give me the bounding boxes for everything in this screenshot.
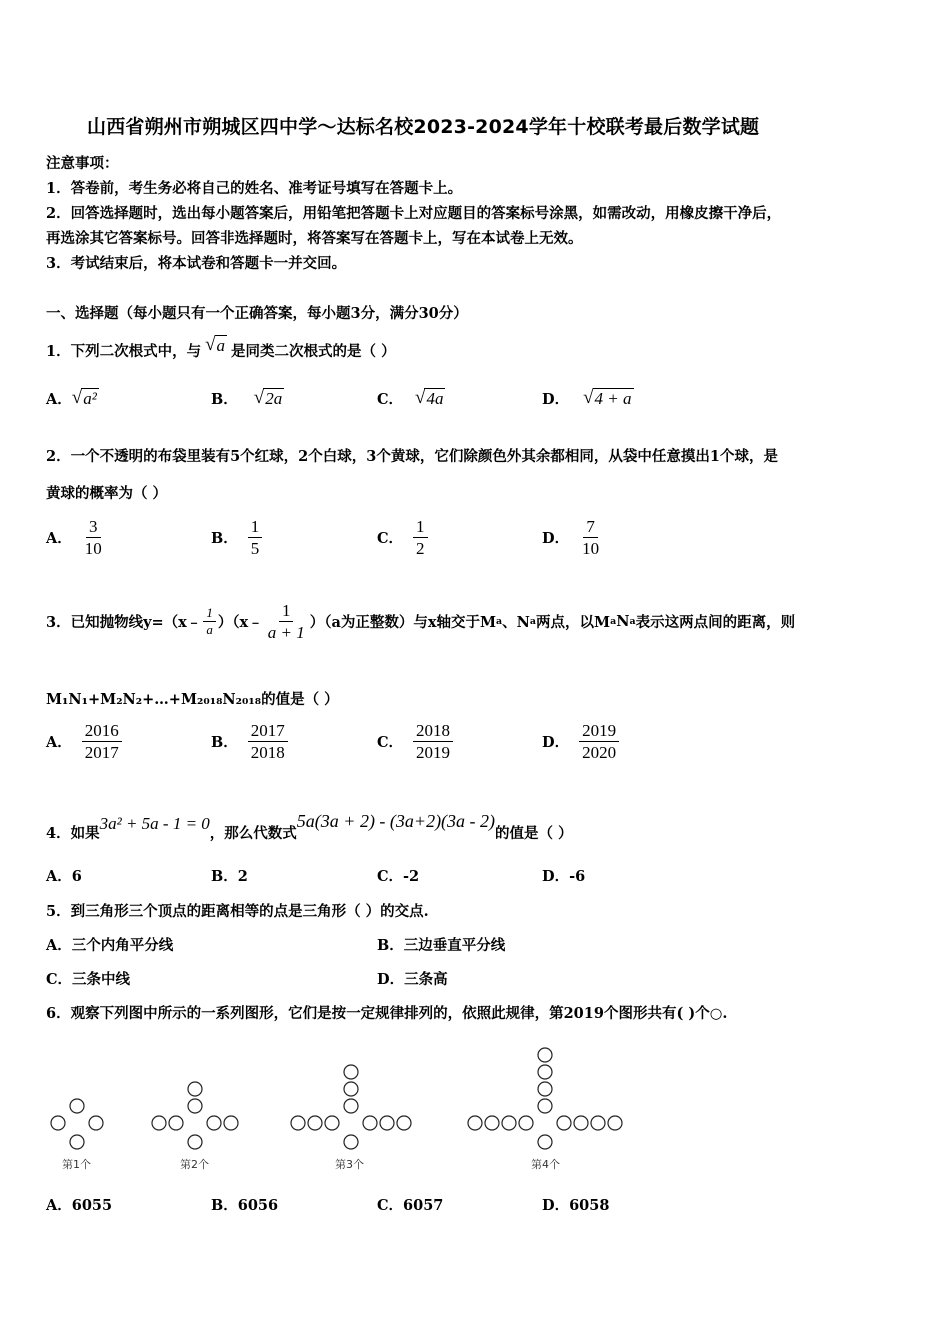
q4-option-c[interactable]: C．-2 bbox=[377, 868, 420, 885]
q5-option-d[interactable]: D．三条高 bbox=[377, 971, 448, 988]
pattern-circle bbox=[207, 1116, 221, 1130]
circle-pattern-figure bbox=[40, 1035, 640, 1175]
pattern-circle bbox=[363, 1116, 377, 1130]
pattern-circle bbox=[70, 1099, 84, 1113]
fraction: $\frac{1}{a + 1}$ bbox=[267, 601, 305, 643]
question-1 bbox=[46, 330, 396, 361]
pattern-circle bbox=[519, 1116, 533, 1130]
fraction: $\frac{7}{10}$ bbox=[582, 517, 600, 559]
section-heading: 一、选择题（每小题只有一个正确答案，每小题3分，满分30分） bbox=[46, 305, 468, 322]
option-expression: √ a² bbox=[71, 387, 97, 409]
question-3-line1: 3．已知抛物线y=（x﹣ $\frac{1}{a}$ ）（x﹣ $\frac{1}{a + 1}$ ）（a为正整数）与x轴交于M a 、N a 两点，以M a N a 表示这两点间的距离，则 bbox=[46, 601, 796, 643]
q6-option-d[interactable]: D．6058 bbox=[542, 1197, 610, 1214]
q2-option-b[interactable]: B． $\frac{1}{5}$ bbox=[211, 516, 262, 560]
option-expression: √ 4a bbox=[415, 387, 444, 409]
q3-option-a[interactable]: A． $\frac{2016}{2017}$ bbox=[46, 720, 122, 764]
pattern-circle bbox=[397, 1116, 411, 1130]
q2-option-d[interactable]: D． $\frac{7}{10}$ bbox=[542, 516, 602, 560]
q5-option-a[interactable]: A．三个内角平分线 bbox=[46, 937, 174, 954]
q4-option-a[interactable]: A．6 bbox=[46, 868, 82, 885]
q5-option-c[interactable]: C．三条中线 bbox=[46, 971, 131, 988]
question-5: 5．到三角形三个顶点的距离相等的点是三角形（ ）的交点. bbox=[46, 903, 429, 920]
pattern-circle bbox=[538, 1065, 552, 1079]
pattern-circle bbox=[344, 1099, 358, 1113]
notice-item: 1．答卷前，考生务必将自己的姓名、准考证号填写在答题卡上。 bbox=[46, 180, 463, 197]
pattern-circle bbox=[502, 1116, 516, 1130]
q5-option-b[interactable]: B．三边垂直平分线 bbox=[377, 937, 506, 954]
notice-item: 再选涂其它答案标号。回答非选择题时，将答案写在答题卡上，写在本试卷上无效。 bbox=[46, 230, 583, 247]
equation: 3a² + 5a - 1 = 0 bbox=[99, 813, 210, 833]
notice-item: 3．考试结束后，将本试卷和答题卡一并交回。 bbox=[46, 255, 347, 272]
notice-item: 2．回答选择题时，选出每小题答案后，用铅笔把答题卡上对应题目的答案标号涂黑，如需改动，用橡皮擦干净后， bbox=[46, 205, 782, 222]
pattern-circle bbox=[344, 1065, 358, 1079]
option-expression: √ 4 + a bbox=[583, 387, 632, 409]
page-title: 山西省朔州市朔城区四中学～达标名校2023-2024学年十校联考最后数学试题 bbox=[87, 116, 760, 138]
q1-option-a[interactable]: A． √ a² bbox=[46, 387, 97, 409]
pattern-circle bbox=[557, 1116, 571, 1130]
pattern-circle bbox=[188, 1099, 202, 1113]
pattern-circle bbox=[344, 1135, 358, 1149]
fraction: $\frac{1}{5}$ bbox=[248, 516, 263, 560]
q6-option-a[interactable]: A．6055 bbox=[46, 1197, 113, 1214]
figure-caption: 第1个 bbox=[62, 1158, 91, 1171]
pattern-circle bbox=[380, 1116, 394, 1130]
q1-option-c[interactable]: C． √ 4a bbox=[377, 387, 444, 409]
pattern-circle bbox=[169, 1116, 183, 1130]
q2-option-a[interactable]: A． $\frac{3}{10}$ bbox=[46, 516, 105, 560]
pattern-circle bbox=[485, 1116, 499, 1130]
pattern-circle bbox=[538, 1048, 552, 1062]
fraction: $\frac{2018}{2019}$ bbox=[413, 720, 453, 764]
q3-option-d[interactable]: D． $\frac{2019}{2020}$ bbox=[542, 720, 619, 764]
q1-option-b[interactable]: B． √ 2a bbox=[211, 387, 283, 409]
pattern-circle bbox=[188, 1082, 202, 1096]
question-2-line2: 黄球的概率为（ ） bbox=[46, 485, 168, 502]
figure-caption: 第4个 bbox=[531, 1158, 560, 1171]
pattern-circle bbox=[51, 1116, 65, 1130]
notice-heading: 注意事项： bbox=[46, 155, 119, 172]
pattern-circle bbox=[291, 1116, 305, 1130]
question-3-line2: M₁N₁+M₂N₂+…+M₂₀₁₈N₂₀₁₈的值是（ ） bbox=[46, 691, 339, 708]
pattern-circle bbox=[468, 1116, 482, 1130]
question-4: 4．如果 3a² + 5a - 1 = 0 ，那么代数式 5a(3a + 2) - (3a+2)(3a - 2) 的值是（ ） bbox=[46, 811, 573, 842]
q3-option-b[interactable]: B． $\frac{2017}{2018}$ bbox=[211, 720, 288, 764]
pattern-circle bbox=[89, 1116, 103, 1130]
q2-option-c[interactable]: C． $\frac{1}{2}$ bbox=[377, 516, 428, 560]
pattern-circle bbox=[608, 1116, 622, 1130]
pattern-circle bbox=[538, 1099, 552, 1113]
pattern-circle bbox=[325, 1116, 339, 1130]
sqrt-a: √ a bbox=[205, 334, 226, 356]
fraction: $\frac{2017}{2018}$ bbox=[248, 720, 288, 764]
question-6: 6．观察下列图中所示的一系列图形，它们是按一定规律排列的，依照此规律，第2019个图形共有( )个○. bbox=[46, 1005, 728, 1022]
pattern-circle bbox=[188, 1135, 202, 1149]
pattern-circle bbox=[574, 1116, 588, 1130]
q4-option-b[interactable]: B．2 bbox=[211, 868, 248, 885]
fraction: $\frac{3}{10}$ bbox=[84, 517, 102, 559]
pattern-circle bbox=[152, 1116, 166, 1130]
pattern-circle bbox=[591, 1116, 605, 1130]
q1-option-d[interactable]: D． √ 4 + a bbox=[542, 387, 632, 409]
pattern-circle bbox=[538, 1082, 552, 1096]
pattern-circle bbox=[308, 1116, 322, 1130]
figure-caption: 第2个 bbox=[180, 1158, 209, 1171]
q4-option-d[interactable]: D．-6 bbox=[542, 868, 586, 885]
figure-caption: 第3个 bbox=[335, 1158, 364, 1171]
fraction: $\frac{1}{2}$ bbox=[413, 516, 428, 560]
option-expression: √ 2a bbox=[253, 387, 283, 409]
fraction: $\frac{1}{a}$ bbox=[203, 605, 216, 639]
question-2-line1: 2．一个不透明的布袋里装有5个红球，2个白球，3个黄球，它们除颜色外其余都相同，从袋中任意摸出1个球，是 bbox=[46, 448, 778, 465]
q6-option-b[interactable]: B．6056 bbox=[211, 1197, 279, 1214]
question-1-stem-post: 是同类二次根式的是（ ） bbox=[231, 343, 396, 360]
fraction: $\frac{2016}{2017}$ bbox=[82, 720, 122, 764]
question-1-stem-pre: 1．下列二次根式中，与 bbox=[46, 343, 202, 360]
q3-option-c[interactable]: C． $\frac{2018}{2019}$ bbox=[377, 720, 453, 764]
pattern-circle bbox=[538, 1135, 552, 1149]
pattern-circle bbox=[344, 1082, 358, 1096]
pattern-circle bbox=[224, 1116, 238, 1130]
expression: 5a(3a + 2) - (3a+2)(3a - 2) bbox=[296, 811, 496, 831]
fraction: $\frac{2019}{2020}$ bbox=[579, 720, 619, 764]
pattern-circle bbox=[70, 1135, 84, 1149]
q6-option-c[interactable]: C．6057 bbox=[377, 1197, 444, 1214]
